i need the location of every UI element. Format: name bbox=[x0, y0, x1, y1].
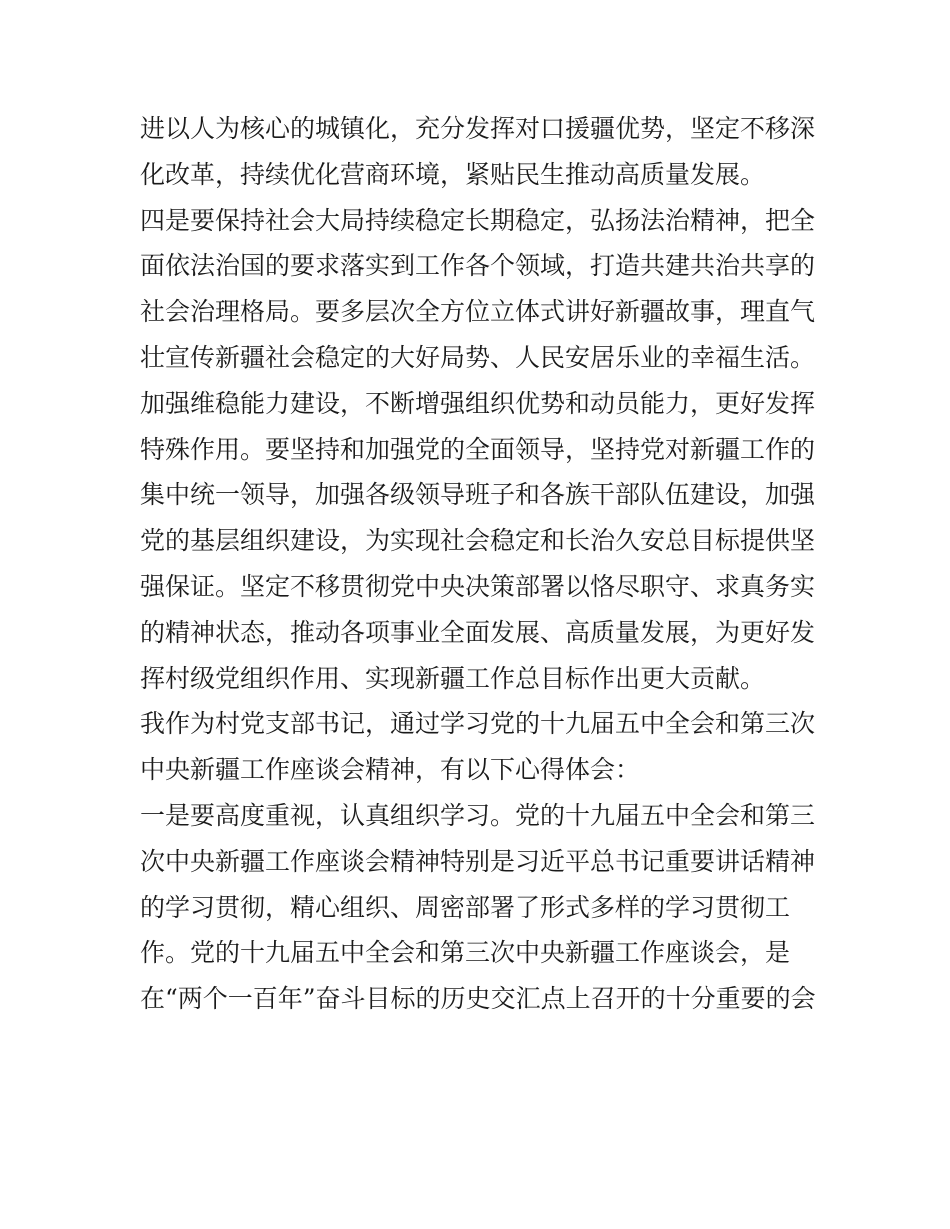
text-line: 化改革，持续优化营商环境，紧贴民生推动高质量发展。 bbox=[140, 159, 766, 189]
text-line: 的精神状态，推动各项事业全面发展、高质量发展，为更好发 bbox=[140, 617, 816, 647]
text-line: 集中统一领导，加强各级领导班子和各族干部队伍建设，加强 bbox=[140, 480, 816, 510]
text-line: 壮宣传新疆社会稳定的大好局势、人民安居乐业的幸福生活。 bbox=[140, 342, 816, 372]
text-line: 社会治理格局。要多层次全方位立体式讲好新疆故事，理直气 bbox=[140, 297, 816, 327]
text-line: 面依法治国的要求落实到工作各个领域，打造共建共治共享的 bbox=[140, 251, 816, 281]
text-line: 次中央新疆工作座谈会精神特别是习近平总书记重要讲话精神 bbox=[140, 846, 816, 876]
text-line: 四是要保持社会大局持续稳定长期稳定，弘扬法治精神，把全 bbox=[140, 205, 816, 235]
text-line: 我作为村党支部书记，通过学习党的十九届五中全会和第三次 bbox=[140, 709, 816, 739]
text-line: 在“两个一百年”奋斗目标的历史交汇点上召开的十分重要的会 bbox=[140, 984, 816, 1014]
text-line: 作。党的十九届五中全会和第三次中央新疆工作座谈会，是 bbox=[140, 938, 791, 968]
text-line: 挥村级党组织作用、实现新疆工作总目标作出更大贡献。 bbox=[140, 663, 766, 693]
text-line: 强保证。坚定不移贯彻党中央决策部署以恪尽职守、求真务实 bbox=[140, 571, 816, 601]
text-line: 加强维稳能力建设，不断增强组织优势和动员能力，更好发挥 bbox=[140, 388, 816, 418]
text-line: 党的基层组织建设，为实现社会稳定和长治久安总目标提供坚 bbox=[140, 526, 816, 556]
text-line: 的学习贯彻，精心组织、周密部署了形式多样的学习贯彻工 bbox=[140, 892, 791, 922]
body-text bbox=[140, 106, 820, 1022]
text-line: 特殊作用。要坚持和加强党的全面领导，坚持党对新疆工作的 bbox=[140, 434, 816, 464]
text-line: 一是要高度重视，认真组织学习。党的十九届五中全会和第三 bbox=[140, 800, 816, 830]
text-line: 进以人为核心的城镇化，充分发挥对口援疆优势，坚定不移深 bbox=[140, 114, 816, 143]
text-line: 中央新疆工作座谈会精神，有以下心得体会： bbox=[140, 755, 641, 785]
